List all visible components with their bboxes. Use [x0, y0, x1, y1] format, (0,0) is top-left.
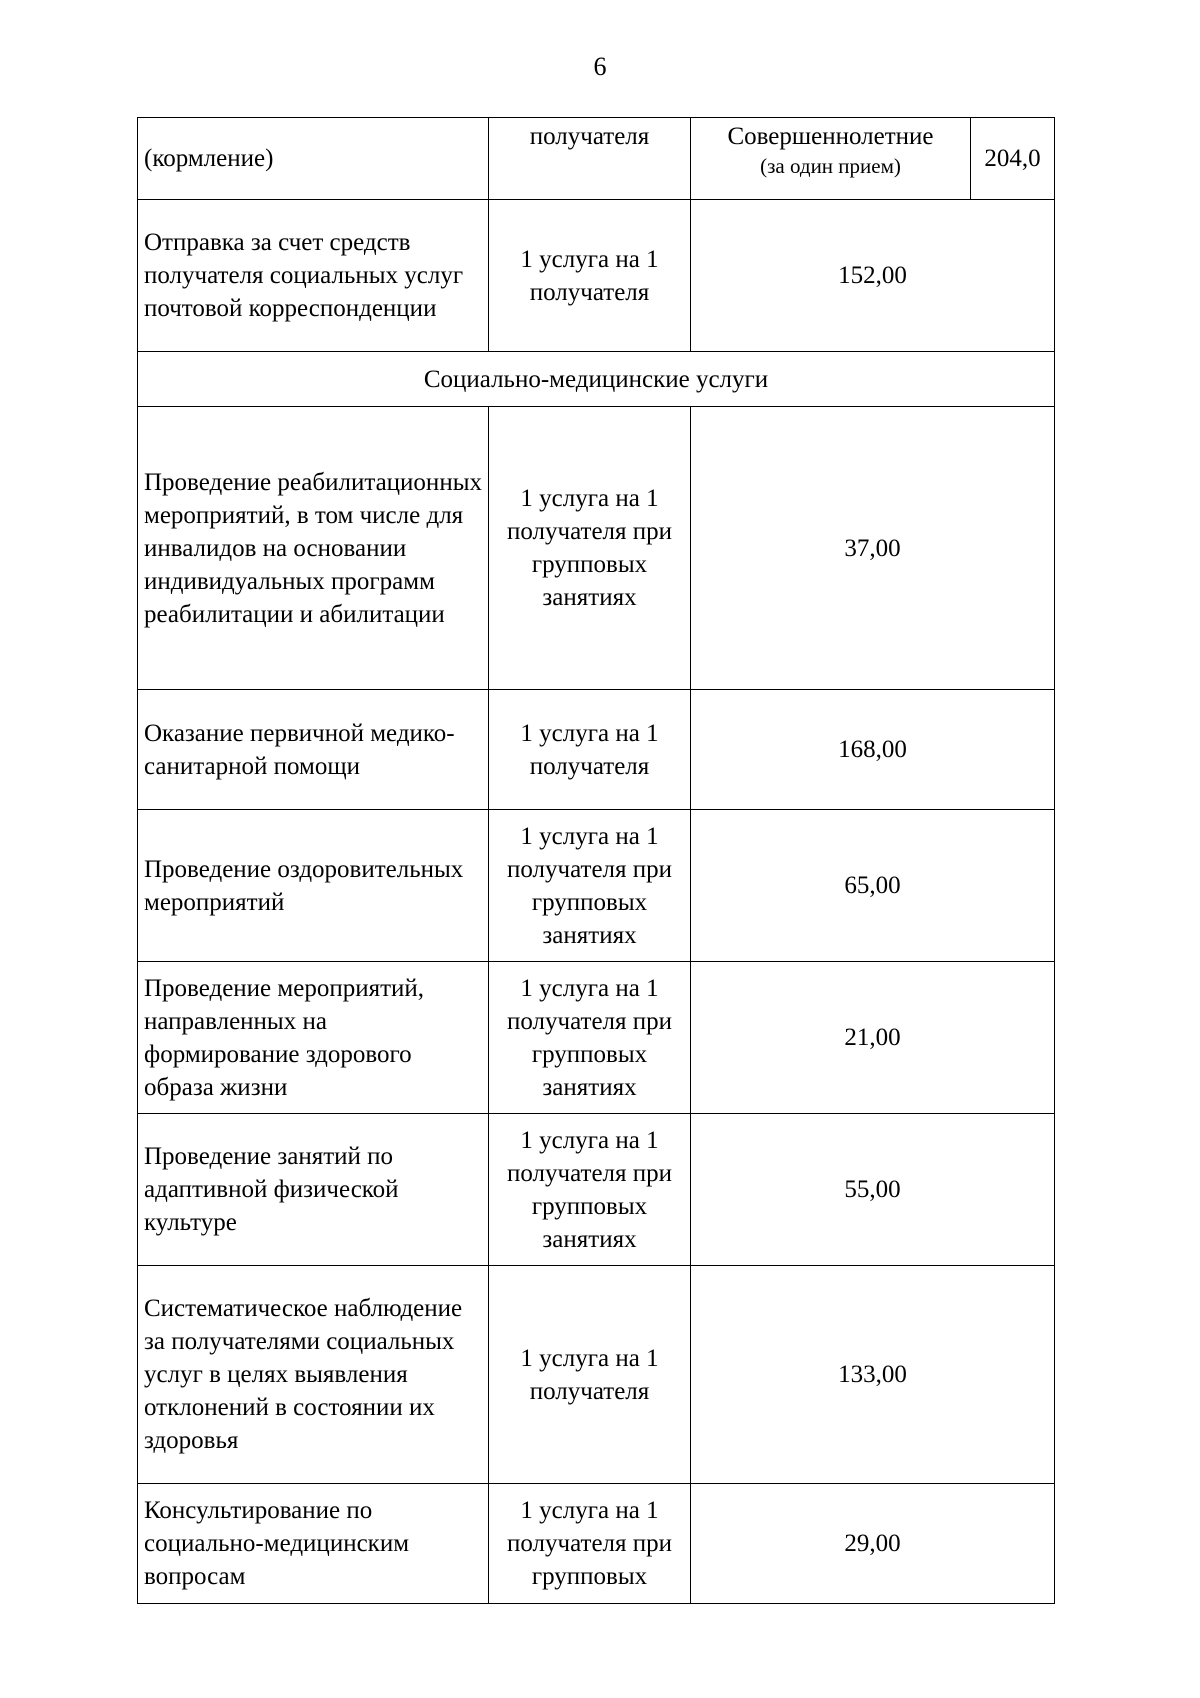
unit-cell: 1 услуга на 1 получателя при групповых	[489, 1484, 691, 1604]
price-cell: 204,0	[971, 118, 1055, 200]
tariff-table	[137, 117, 1055, 1604]
category-cell	[691, 118, 971, 200]
price-cell: 21,00	[691, 962, 1055, 1114]
table-row	[138, 118, 1055, 200]
table-row	[138, 1484, 1055, 1604]
unit-cell: 1 услуга на 1 получателя	[489, 690, 691, 810]
unit-cell: 1 услуга на 1 получателя при групповых занятиях	[489, 962, 691, 1114]
table-row	[138, 690, 1055, 810]
service-name-cell: Отправка за счет средств получателя социальных услуг почтовой корреспонденции	[138, 200, 489, 352]
unit-cell: 1 услуга на 1 получателя при групповых занятиях	[489, 1114, 691, 1266]
table-row	[138, 1114, 1055, 1266]
service-name-cell: Проведение оздоровительных мероприятий	[138, 810, 489, 962]
price-cell: 133,00	[691, 1266, 1055, 1484]
category-label: Совершеннолетние	[727, 123, 934, 150]
service-name-cell: Систематическое наблюдение за получателями социальных услуг в целях выявления отклонений в состоянии их здоровья	[138, 1266, 489, 1484]
price-cell: 65,00	[691, 810, 1055, 962]
service-name-cell: Проведение мероприятий, направленных на формирование здорового образа жизни	[138, 962, 489, 1114]
service-name-cell: Проведение занятий по адаптивной физической культуре	[138, 1114, 489, 1266]
service-name-cell: Проведение реабилитационных мероприятий, в том числе для инвалидов на основании индивидуальных программ реабилитации и абилитации	[138, 407, 489, 690]
price-cell: 37,00	[691, 407, 1055, 690]
service-name-cell: Консультирование по социально-медицинским вопросам	[138, 1484, 489, 1604]
unit-cell: 1 услуга на 1 получателя	[489, 1266, 691, 1484]
price-cell: 152,00	[691, 200, 1055, 352]
unit-cell: 1 услуга на 1 получателя при групповых занятиях	[489, 407, 691, 690]
service-name-cell: (кормление)	[138, 118, 489, 200]
table-row	[138, 810, 1055, 962]
price-cell: 55,00	[691, 1114, 1055, 1266]
service-name-cell: Оказание первичной медико-санитарной помощи	[138, 690, 489, 810]
table-row	[138, 962, 1055, 1114]
section-row	[138, 352, 1055, 407]
category-note: (за один прием)	[760, 154, 901, 178]
page-number: 6	[593, 52, 607, 81]
table-row	[138, 407, 1055, 690]
unit-cell: получателя	[489, 118, 691, 200]
table-row	[138, 200, 1055, 352]
price-cell: 29,00	[691, 1484, 1055, 1604]
unit-cell: 1 услуга на 1 получателя при групповых занятиях	[489, 810, 691, 962]
price-cell: 168,00	[691, 690, 1055, 810]
unit-cell: 1 услуга на 1 получателя	[489, 200, 691, 352]
section-title: Социально-медицинские услуги	[138, 352, 1055, 407]
table-row	[138, 1266, 1055, 1484]
